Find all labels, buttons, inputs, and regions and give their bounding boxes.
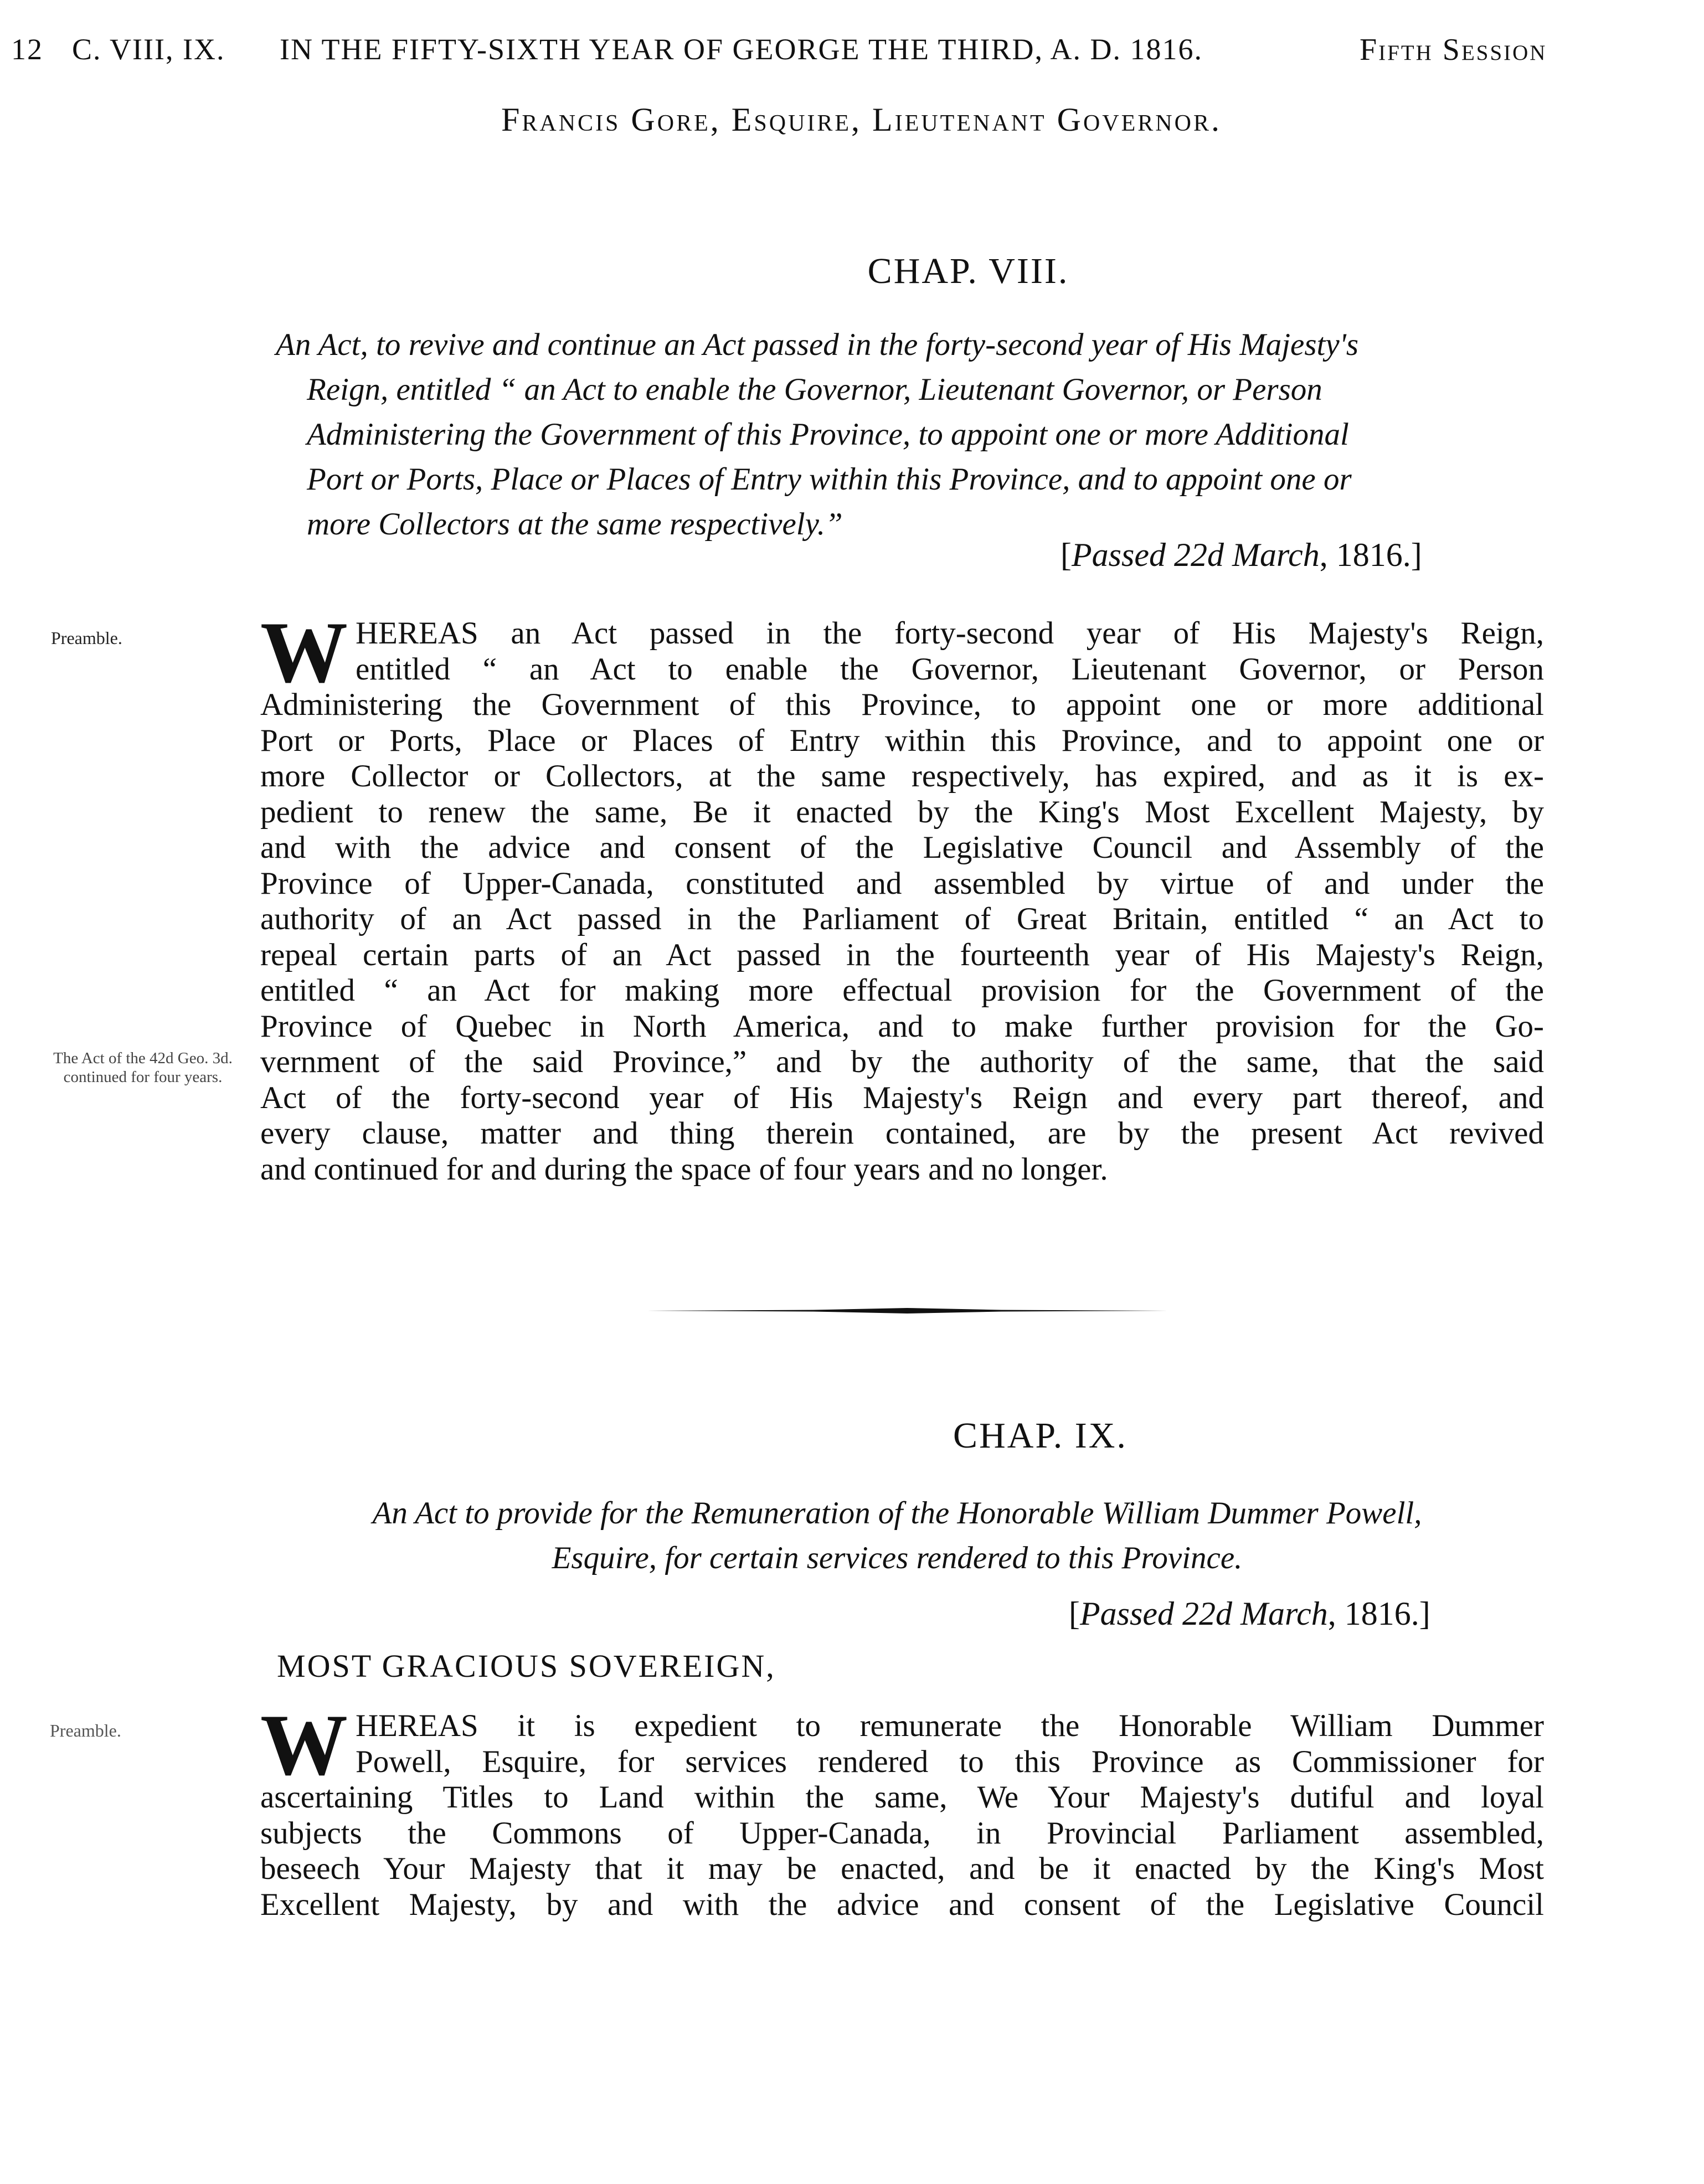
body-line: ascertaining Titles to Land within the same, We Your Majesty's dutiful and loyal [260,1780,1544,1815]
chapter-8-title-line: Reign, entitled “ an Act to enable the Governor, Lieutenant Governor, or Person [307,372,1322,407]
body-line: HEREAS it is expedient to remunerate the Honorable William Dummer [356,1708,1544,1743]
margin-note-preamble: Preamble. [50,1721,121,1740]
passed-bracket-open: [ [1069,1595,1080,1632]
body-line: Port or Ports, Place or Places of Entry within this Province, and to appoint one or [260,723,1544,758]
passed-bracket-open: [ [1061,537,1072,573]
body-line: pedient to renew the same, Be it enacted by the King's Most Excellent Majesty, by [260,794,1544,830]
body-line: subjects the Commons of Upper-Canada, in Provincial Parliament assembled, [260,1815,1544,1851]
header-chapters: C. VIII, IX. [72,33,225,66]
body-line: repeal certain parts of an Act passed in the fourteenth year of His Majesty's Reign, [260,937,1544,972]
body-line: Province of Quebec in North America, and to make further provision for the Go- [260,1008,1544,1044]
body-line: every clause, matter and thing therein contained, are by the present Act revived [260,1116,1544,1151]
running-title: IN THE FIFTY-SIXTH YEAR OF GEORGE THE THIRD, A. D. 1816. [280,33,1203,66]
body-line: HEREAS an Act passed in the forty-second year of His Majesty's Reign, [356,616,1544,651]
chapter-8-heading: CHAP. VIII. [867,251,1069,291]
body-line: and with the advice and consent of the Legislative Council and Assembly of the [260,830,1544,865]
page-number: 12 [11,33,43,66]
header-session: Fifth Session [1360,33,1547,67]
body-line: vernment of the said Province,” and by the authority of the same, that the said [260,1044,1544,1079]
body-line: entitled “ an Act to enable the Governor, Lieutenant Governor, or Person [356,651,1544,687]
passed-date-italic: Passed 22d March [1079,1595,1328,1632]
body-line: entitled “ an Act for making more effectual provision for the Government of the [260,973,1544,1008]
body-line: Act of the forty-second year of His Majesty's Reign and every part thereof, and [260,1080,1544,1115]
body-line: authority of an Act passed in the Parliament of Great Britain, entitled “ an Act to [260,902,1544,936]
passed-date-italic: Passed 22d March [1071,537,1320,573]
chapter-9-title-line: An Act to provide for the Remuneration of the Honorable William Dummer Powell, [372,1496,1422,1531]
drop-cap: W [260,604,348,701]
margin-note-act-continued: The Act of the 42d Geo. 3d. continued for four years. [53,1049,233,1086]
chapter-8-title-line: more Collectors at the same respectively.” [307,507,843,542]
salutation: MOST GRACIOUS SOVEREIGN, [277,1648,776,1684]
drop-cap: W [260,1697,348,1794]
chapter-8-body [260,604,1544,1187]
body-line: Excellent Majesty, by and with the advice and consent of the Legislative Council [260,1887,1544,1922]
body-line: Powell, Esquire, for services rendered to this Province as Commissioner for [356,1744,1544,1779]
chapter-8-title-line: Port or Ports, Place or Places of Entry within this Province, and to appoint one or [307,462,1352,497]
body-line: Province of Upper-Canada, constituted and assembled by virtue of and under the [260,866,1544,901]
chapter-8-long-title [276,322,1549,547]
passed-year: , 1816.] [1319,537,1422,573]
chapter-8-passed-date [1061,536,1422,574]
passed-year: , 1816.] [1327,1595,1430,1632]
body-line: beseech Your Majesty that it may be enacted, and be it enacted by the King's Most [260,1851,1544,1886]
chapter-9-body [260,1697,1544,1923]
section-divider [647,1307,1167,1315]
chapter-9-passed-date [1069,1595,1430,1633]
chapter-9-long-title [277,1491,1517,1580]
chapter-9-heading: CHAP. IX. [953,1415,1128,1456]
body-line: Administering the Government of this Province, to appoint one or more additional [260,687,1544,722]
chapter-9-title-line: Esquire, for certain services rendered to this Province. [552,1541,1243,1575]
body-line: more Collector or Collectors, at the same respectively, has expired, and as it is ex- [260,759,1544,794]
margin-note-preamble: Preamble. [51,628,122,648]
chapter-8-title-line: An Act, to revive and continue an Act passed in the forty-second year of His Majesty's [276,327,1359,362]
chapter-8-title-line: Administering the Government of this Province, to appoint one or more Additional [307,417,1349,452]
governor-line: Francis Gore, Esquire, Lieutenant Governor. [501,101,1222,138]
body-line: and continued for and during the space of four years and no longer. [260,1151,1108,1187]
